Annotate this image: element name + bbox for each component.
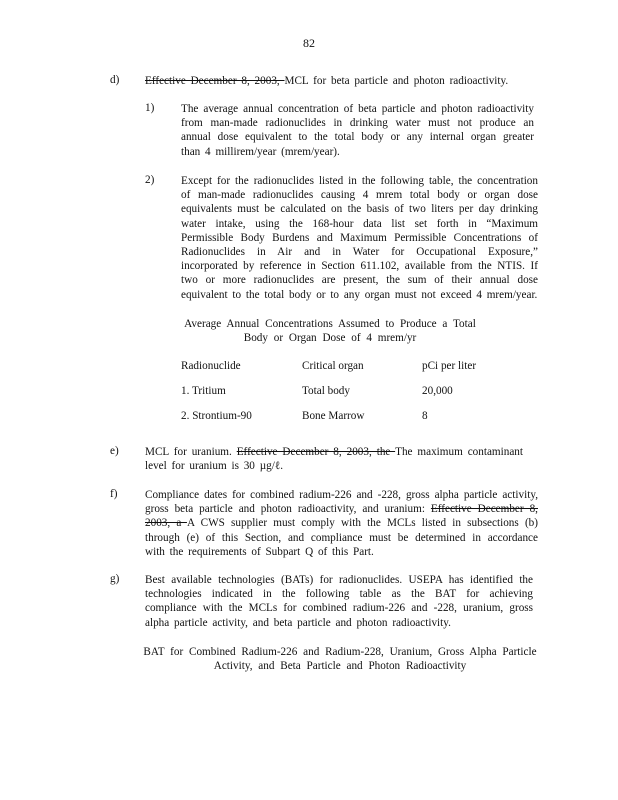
section-f-text-a: Compliance dates for combined radium-226 and -228, gross alpha particle activity, gross beta particle and photon radioactivity, and uranium: xyxy=(145,489,538,516)
section-e-text xyxy=(145,445,523,473)
table1-row1-pci: 20,000 xyxy=(422,385,453,397)
table1-row2-organ: Bone Marrow xyxy=(302,410,365,422)
section-d-heading xyxy=(145,74,545,88)
table1-header-critical-organ: Critical organ xyxy=(302,360,364,372)
item-1-label: 1) xyxy=(145,102,155,114)
section-g-text: Best available technologies (BATs) for radionuclides. USEPA has identified the technologies indicated in the following table as the BAT for achieving compliance with the MCLs for combined radium-226 and -228, uranium, gross alpha particle activity, and beta particle and photon radioactivity. xyxy=(145,574,533,629)
section-f-text-b: A CWS supplier must comply with the MCLs listed in subsections (b) through (e) of this Section, and compliance must be determined in accordance with the requirements of Subpart Q of this Part. xyxy=(145,517,538,558)
section-e-text-a: MCL for uranium. xyxy=(145,446,237,458)
section-e-label: e) xyxy=(110,445,119,457)
table1-header-pci: pCi per liter xyxy=(422,360,477,372)
table1-header-radionuclide: Radionuclide xyxy=(181,360,241,372)
table2-title-line2: Activity, and Beta Particle and Photon Radioactivity xyxy=(213,660,467,672)
section-f-label: f) xyxy=(110,488,118,500)
section-f-text xyxy=(145,488,538,559)
table1-title-line1: Average Annual Concentrations Assumed to Produce a Total xyxy=(184,318,476,330)
table2-title-line1: BAT for Combined Radium-226 and Radium-228, Uranium, Gross Alpha Particle xyxy=(143,646,537,658)
section-d-struck-text: Effective December 8, 2003, xyxy=(145,75,285,87)
section-g-label: g) xyxy=(110,573,120,585)
table1-row1-organ: Total body xyxy=(302,385,350,397)
section-d-label: d) xyxy=(110,74,120,86)
section-d-text: MCL for beta particle and photon radioactivity. xyxy=(284,75,509,87)
table1-row2-radionuclide: 2. Strontium-90 xyxy=(181,410,252,422)
section-e-text-b: The maximum contaminant level for uranium is 30 µg/ℓ. xyxy=(145,446,524,473)
item-2-text: Except for the radionuclides listed in the following table, the concentration of man-made radionuclides causing 4 mrem total body or organ dose equivalents must be calculated on the basis of two liters per day drinking water intake, using the 168-hour data list set forth in “Maximum Permissible Body Burdens and Maximum Permissible Concentrations of Radionuclides in Air and in Water for Occupational Exposure,” incorporated by reference in Section 611.102, available from the NTIS. If two or more radionuclides are present, the sum of their annual dose equivalent to the total body or to any organ must not exceed 4 mrem/year. xyxy=(181,175,538,301)
section-f-struck-text: Effective December 8, 2003, a xyxy=(145,503,538,530)
page-number: 82 xyxy=(303,36,315,50)
table1-row2-pci: 8 xyxy=(422,410,428,422)
item-2-label: 2) xyxy=(145,174,155,186)
table1-title-line2: Body or Organ Dose of 4 mrem/yr xyxy=(243,332,417,344)
table1-row1-radionuclide: 1. Tritium xyxy=(181,385,226,397)
section-e-struck-text: Effective December 8, 2003, the xyxy=(236,446,396,458)
item-1-text: The average annual concentration of beta particle and photon radioactivity from man-made radionuclides in drinking water must not produce an annual dose equivalent to the total body or any internal organ greater than 4 millirem/year (mrem/year). xyxy=(181,103,534,158)
